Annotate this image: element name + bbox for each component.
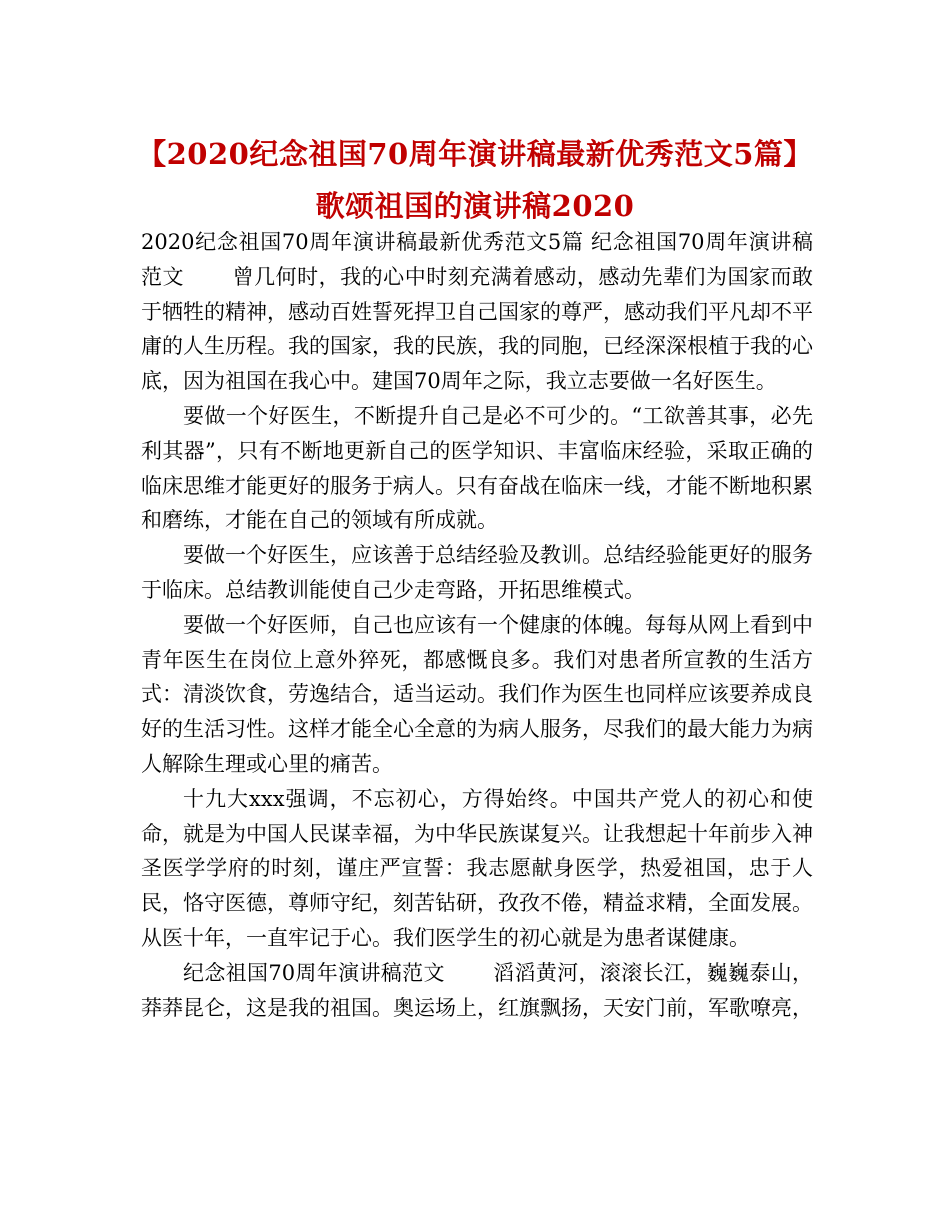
last-lead-text: 纪念祖国70周年演讲稿范文: [183, 960, 445, 985]
paragraph-2: 要做一个好医生，应该善于总结经验及教训。总结经验能更好的服务于临床。总结教训能使自己少走弯路，开拓思维模式。: [141, 543, 813, 602]
last-rest-text: 滔滔黄河，滚滚长江，巍巍泰山，莽莽昆仑，这是我的祖国。奥运场上，红旗飘扬，天安门前，军歌嘹亮，: [141, 960, 813, 1020]
paragraph-4: 十九大xxx强调，不忘初心，方得始终。中国共产党人的初心和使命，就是为中国人民谋幸福，为中华民族谋复兴。让我想起十年前步入神圣医学学府的时刻，谨庄严宣誓：我志愿献身医学，热爱祖国，忠于人民，恪守医德，尊师守纪，刻苦钻研，孜孜不倦，精益求精，全面发展。从医十年，一直牢记于心。我们医学生的初心就是为患者谋健康。: [141, 786, 813, 950]
intro-paragraph: [141, 225, 813, 399]
paragraph-3: 要做一个好医师，自己也应该有一个健康的体魄。每每从网上看到中青年医生在岗位上意外猝死，都感慨良多。我们对患者所宣教的生活方式：清淡饮食，劳逸结合，适当运动。我们作为医生也同样应该要养成良好的生活习性。这样才能全心全意的为病人服务，尽我们的最大能力为病人解除生理或心里的痛苦。: [141, 612, 813, 776]
intro-rest-text: 曾几何时，我的心中时刻充满着感动，感动先辈们为国家而敢于牺牲的精神，感动百姓誓死捍卫自己国家的尊严，感动我们平凡却不平庸的人生历程。我的国家，我的民族，我的同胞，已经深深根植于我的心底，因为祖国在我心中。建国70周年之际，我立志要做一名好医生。: [141, 264, 814, 394]
document-title: 【2020纪念祖国70周年演讲稿最新优秀范文5篇】 歌颂祖国的演讲稿2020: [137, 137, 813, 223]
last-paragraph: [141, 956, 813, 1026]
intro-lead-text: 2020纪念祖国70周年演讲稿最新优秀范文5篇 纪念祖国70周年演讲稿范文: [141, 230, 813, 289]
paragraph-1: 要做一个好医生，不断提升自己是必不可少的。“工欲善其事，必先利其器”，只有不断地更新自己的医学知识、丰富临床经验，采取正确的临床思维才能更好的服务于病人。只有奋战在临床一线，才能不断地积累和磨练，才能在自己的领域有所成就。: [141, 403, 813, 533]
document-body: [141, 225, 813, 1025]
